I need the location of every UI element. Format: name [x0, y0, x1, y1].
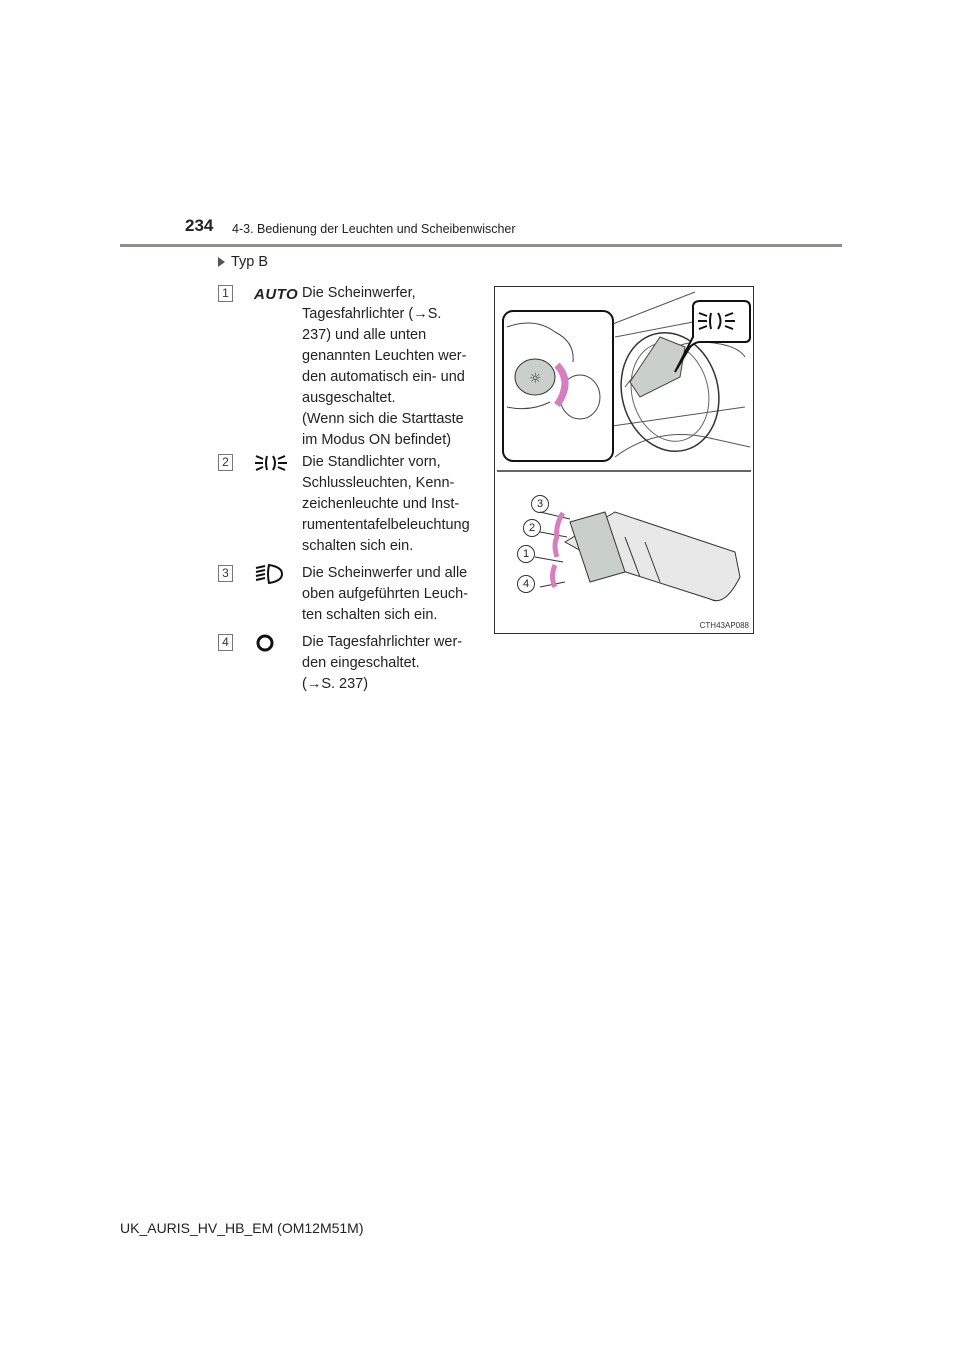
auto-icon-label: AUTO: [254, 285, 299, 303]
figure-code: CTH43AP088: [699, 621, 749, 630]
triangle-bullet-icon: [218, 257, 225, 267]
item-number: 4: [218, 634, 233, 651]
svg-text:☼: ☼: [529, 371, 542, 387]
item-line: Die Scheinwerfer und alle: [302, 565, 468, 581]
item-line: Die Standlichter vorn,: [302, 454, 441, 470]
header-rule: [120, 244, 842, 247]
item-number: 3: [218, 565, 233, 582]
item-line: ten schalten sich ein.: [302, 607, 438, 623]
type-label-text: Typ B: [231, 254, 269, 270]
daytime-running-light-icon: [254, 632, 304, 654]
parking-light-icon: [254, 452, 304, 474]
light-switch-illustration: [494, 286, 754, 634]
item-line: im Modus ON befindet): [302, 432, 452, 448]
item-line: Tagesfahrlichter (→S.: [302, 306, 442, 322]
item-description: [302, 563, 479, 626]
item-line: den automatisch ein- und: [302, 369, 465, 385]
item-number: 1: [218, 285, 233, 302]
item-line: zeichenleuchte und Inst-: [302, 496, 460, 512]
callout-2: 2: [523, 519, 541, 537]
type-label: [218, 254, 268, 270]
item-line: rumententafelbeleuchtung: [302, 517, 470, 533]
item-line: 237) und alle unten: [302, 327, 427, 343]
item-line: schalten sich ein.: [302, 538, 414, 554]
item-line: den eingeschaltet.: [302, 655, 420, 671]
item-line: genannten Leuchten wer-: [302, 348, 467, 364]
auto-text-icon: [254, 283, 304, 305]
item-description: [302, 452, 479, 557]
item-number: 2: [218, 454, 233, 471]
item-line: (→S. 237): [302, 676, 369, 692]
item-line: Schlussleuchten, Kenn-: [302, 475, 455, 491]
item-line: oben aufgeführten Leuch-: [302, 586, 469, 602]
page-number: 234: [185, 216, 214, 235]
callout-3: 3: [531, 495, 549, 513]
callout-4: 4: [517, 575, 535, 593]
item-description: [302, 632, 479, 695]
item-line: ausgeschaltet.: [302, 390, 396, 406]
section-title: 4-3. Bedienung der Leuchten und Scheibenwischer: [232, 222, 516, 236]
item-description: [302, 283, 479, 451]
item-line: (Wenn sich die Starttaste: [302, 411, 464, 427]
footer-document-id: UK_AURIS_HV_HB_EM (OM12M51M): [120, 1220, 364, 1236]
item-line: Die Scheinwerfer,: [302, 285, 416, 301]
item-line: Die Tagesfahrlichter wer-: [302, 634, 463, 650]
headlight-icon: [254, 563, 304, 585]
callout-1: 1: [517, 545, 535, 563]
